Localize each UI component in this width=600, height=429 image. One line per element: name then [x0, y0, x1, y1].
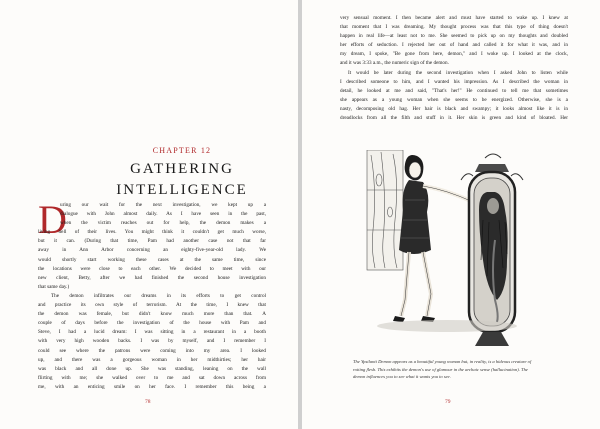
illustration-caption	[353, 358, 558, 381]
text-line: The demon infiltrates our dreams in its efforts to get control	[51, 293, 266, 299]
text-line: my dream, I spoke, "Be gone from here, demon," and I woke up. I looked at the clock,	[340, 51, 568, 58]
text-line: that same day.)	[38, 283, 70, 290]
ornate-mirror	[461, 154, 523, 346]
text-line: me, with an enticing smile on her face. I remember this being a	[38, 383, 266, 390]
chapter-label: CHAPTER 12	[152, 146, 212, 155]
text-line: nasty, decomposing old hag. Her hair is black and swampy; it looks almost like it is in	[340, 105, 568, 112]
text-line: up, and there was a gorgeous woman in her midthirties; her hair	[38, 356, 266, 363]
text-line: and practice its own style of terrorism. At the time, I knew that	[38, 302, 266, 309]
text-line: uring our wait for the next investigation, we kept up a	[60, 202, 266, 208]
right-body-text	[340, 14, 568, 123]
text-line: away in Ann Arbor concerning an eighty-five-year-old lady. We	[38, 247, 266, 254]
page-number-left: 78	[145, 399, 151, 405]
left-page	[0, 0, 298, 429]
text-line: very sensual moment. I then became alert and must have started to wake up. I knew at	[340, 15, 568, 21]
text-line: Steve, I had a lucid dream: I was sitting in a restaurant in a booth	[38, 329, 266, 336]
text-line: her efforts of seduction. I rejected her out of hand and called it for what it was, and in	[340, 42, 568, 49]
caption-line: demon influences you to see what it wants you to see.	[353, 374, 451, 380]
text-line: couple of days before the investigation of the house with Pam and	[38, 320, 266, 327]
drop-cap: D	[38, 197, 67, 242]
text-line: living hell of their lives. You might think it couldn't get much worse,	[38, 229, 266, 236]
first-paragraph	[38, 197, 266, 292]
text-line: I described someone to him, and I wanted his impression. As I described the woman in	[340, 78, 568, 85]
demon-mirror-illustration	[357, 150, 557, 350]
text-line: dreadlocks from all the filth and stuff in it. Her skin is green and kind of bloated. Her	[340, 115, 568, 122]
text-line: was black and all done up. She was standing, leaning on the wall	[38, 365, 266, 372]
caption-line: rotting flesh. This exhibits the demon's use of glamour in the archaic sense (hallucination). The	[353, 366, 528, 372]
text-line: could see where the patrons were coming into my area. I looked	[38, 347, 266, 354]
page-number-right: 79	[445, 399, 451, 405]
right-page	[302, 0, 600, 429]
text-line: flirting with me; she walked over to me and sat down across from	[38, 374, 266, 381]
text-line: the locations were close to each other. We decided to meet with our	[38, 265, 266, 272]
caption-line: The Ypsilanti Demon appears as a beautiful young woman but, in reality, is a hideous creature of	[353, 359, 532, 364]
text-line: and it was 3:33 a.m., the numeric sign of the demon.	[340, 60, 449, 67]
text-line: but it can. (During that time, Pam had another case not that far	[38, 238, 266, 245]
text-line: new client, Betty, after we had finished the second house investigation	[38, 274, 266, 281]
text-line: would shortly start working these cases at the same time, since	[38, 256, 266, 263]
text-line: happen in real life—at least not to me. She seemed to pick up on my thoughts and doubled	[340, 33, 568, 40]
text-line: dialogue with John almost daily. As I have seen in the past,	[60, 211, 266, 218]
text-line: with very high wooden backs. I was by myself, and I remember I	[38, 338, 266, 345]
text-line: when the victim reaches out for help, the demon makes a	[60, 220, 266, 227]
text-line: she appears as a young woman when she seems to be energized. Otherwise, she is a	[340, 96, 568, 103]
text-line: It would be later during the second investigation when I asked John to listen while	[348, 69, 568, 76]
woman-figure	[393, 155, 473, 322]
chapter-title-line-1: GATHERING	[130, 161, 234, 177]
floor-shadow	[377, 320, 517, 332]
text-line: detail, he looked at me and said, "That's her!" He continued to tell me that sometimes	[340, 87, 568, 94]
second-paragraph	[38, 292, 266, 392]
chapter-title-line-2: INTELLIGENCE	[116, 182, 248, 198]
wooden-shelf	[367, 150, 403, 270]
chapter-title	[112, 159, 252, 201]
text-line: that moment that I was dreaming. My thought process was that this type of thing doesn't	[340, 24, 568, 31]
text-line: the demon was female, but didn't know much more than that. A	[38, 311, 266, 318]
